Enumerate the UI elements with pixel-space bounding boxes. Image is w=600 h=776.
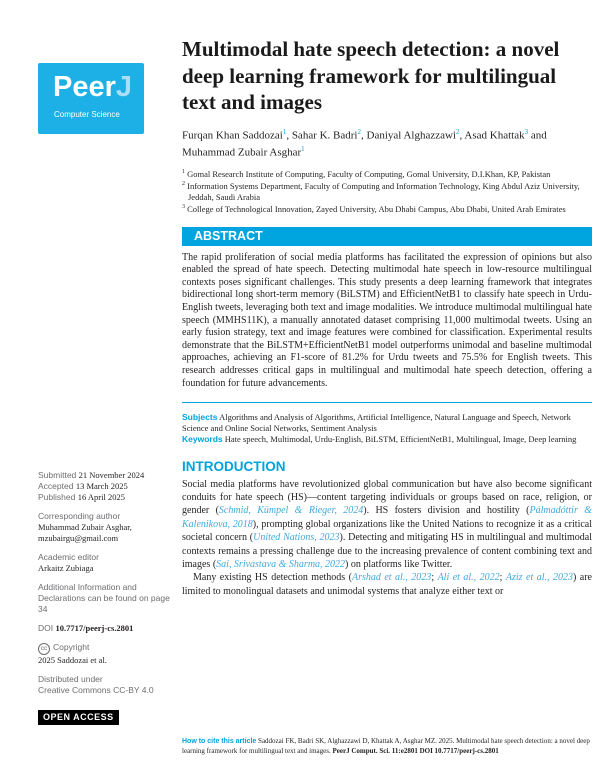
author-affiliation-superscript: 2 xyxy=(456,127,460,136)
citation-link[interactable]: Arshad et al., 2023 xyxy=(352,572,432,584)
text-segment: ). Detecting and mitigating HS in multilingual and multimodal contexts remains a pressing challenge due to the increasing prevalence of content combining text and images ( xyxy=(182,532,592,571)
citation-footer xyxy=(182,737,594,756)
text-segment: , Daniyal Alghazzawi xyxy=(361,129,456,142)
logo-j-text: J xyxy=(115,71,133,103)
introduction-paragraph-1 xyxy=(182,478,592,572)
author-affiliation-superscript: 1 xyxy=(282,127,287,136)
text-segment: ) are limited to monolingual datasets and unimodal systems that analyze either text or xyxy=(182,572,592,597)
affiliation-3 xyxy=(182,202,592,214)
sidebar-metadata xyxy=(38,470,176,725)
citation-link[interactable]: Sai, Srivastava & Sharma, 2022 xyxy=(216,559,346,571)
copyright-line xyxy=(38,642,176,655)
corresponding-author-label: Corresponding author xyxy=(38,511,121,521)
affiliation-1-superscript: 1 xyxy=(182,168,185,175)
author-list xyxy=(182,125,592,160)
published-label: Published xyxy=(38,492,76,502)
text-segment: and Muhammad Zubair Asghar xyxy=(182,129,547,159)
affiliation-2 xyxy=(182,179,592,202)
author-affiliation-superscript: 3 xyxy=(524,127,529,136)
affiliation-1-text: Gomal Research Institute of Computing, Faculty of Computing, Gomal University, D.I.Khan, KP, Pakistan xyxy=(185,168,551,179)
creative-commons-icon: cc xyxy=(38,643,50,655)
article-title: Multimodal hate speech detection: a novel deep learning framework for multilingual text and images xyxy=(182,37,560,114)
text-segment: ), prompting global organizations like the United Nations to recognize it as a critical societal concern ( xyxy=(182,518,592,544)
affiliation-2-superscript: 2 xyxy=(182,181,185,188)
keywords-line xyxy=(182,434,592,445)
affiliation-2-text: Information Systems Department, Faculty of Computing and Information Technology, King Abdul Aziz University, Jeddah, Saudi Arabia xyxy=(185,181,580,202)
text-segment: , Asad Khattak xyxy=(459,129,525,142)
accepted-line xyxy=(38,481,176,492)
corresponding-author-block xyxy=(38,511,176,544)
submitted-date: 21 November 2024 xyxy=(78,470,145,480)
citation-link[interactable]: Aziz et al., 2023 xyxy=(505,572,573,584)
affiliation-3-text: College of Technological Innovation, Zayed University, Abu Dhabi Campus, Abu Dhabi, United Arab Emirates xyxy=(185,204,566,215)
published-line xyxy=(38,492,176,503)
author-affiliation-superscript: 2 xyxy=(357,127,361,136)
text-segment: ; xyxy=(431,572,438,584)
introduction-paragraph-2 xyxy=(182,571,592,598)
text-segment: PeerJ Comput. Sci. 11:e2801 DOI 10.7717/peerj-cs.2801 xyxy=(332,746,499,755)
doi-value[interactable]: 10.7717/peerj-cs.2801 xyxy=(55,623,134,633)
accepted-date: 13 March 2025 xyxy=(75,481,128,491)
academic-editor-block xyxy=(38,552,176,574)
abstract-text: The rapid proliferation of social media platforms has facilitated the expression of opinions but also enabled the spread of hate speech. Detecting multimodal hate speech in low-resource multilingual contexts poses significant challenges. This study presents a deep learning framework that integrates bidirectional long short-term memory (BiLSTM) and EfficientNetB1 to classify hate speech in Urdu-English tweets, leveraging both text and image modalities. We introduce multimodal multilingual hate speech (MMHS11K), a manually annotated dataset comprising 11,000 multimodal tweets. Using an early fusion strategy, text and image features were combined for classification. Experimental results demonstrate that the BiLSTM+EfficientNetB1 model outperforms unimodal and baseline multimodal approaches, achieving an F1-score of 81.2% for Urdu tweets and 75.5% for English tweets. This research addresses critical gaps in multilingual and multimodal hate speech detection, offering a foundation for future advancements. xyxy=(182,251,592,389)
license-line1: Distributed under xyxy=(38,674,103,684)
keywords-text: Hate speech, Multimodal, Urdu-English, BiLSTM, EfficientNetB1, Multilingual, Image, Deep learning xyxy=(222,433,577,444)
text-segment: Social media platforms have revolutionized global communication but have also become significant conduits for hate speech (HS)—content targeting individuals or groups based on race, religion, or gender ( xyxy=(182,478,592,517)
abstract-divider xyxy=(182,402,592,403)
citation-link[interactable]: Schmid, Kümpel & Rieger, 2024 xyxy=(218,505,364,517)
text-segment: , Sahar K. Badri xyxy=(286,129,358,142)
text-segment: ; xyxy=(499,572,506,584)
published-date: 16 April 2025 xyxy=(77,492,125,502)
submitted-label: Submitted xyxy=(38,470,77,480)
how-to-cite-label: How to cite this article xyxy=(182,738,257,745)
citation-link[interactable]: Ali et al., 2022 xyxy=(437,572,500,584)
logo-peer-text: Peer xyxy=(53,71,116,103)
doi-label: DOI xyxy=(38,623,54,633)
author-affiliation-superscript: 1 xyxy=(301,145,305,154)
subjects-keywords-block xyxy=(182,412,592,444)
submitted-line xyxy=(38,470,176,481)
keywords-label: Keywords xyxy=(182,433,223,444)
citation-link[interactable]: Pálmadóttir & Kalenikova, 2018 xyxy=(182,505,592,530)
introduction-heading: INTRODUCTION xyxy=(182,458,286,474)
license-block xyxy=(38,674,176,696)
subjects-text: Algorithms and Analysis of Algorithms, Artificial Intelligence, Natural Language and Speech, Network Science and Online Social Networks, Sentiment Analysis xyxy=(182,412,571,433)
peerj-logo-wordmark xyxy=(53,71,132,104)
citation-link[interactable]: United Nations, 2023 xyxy=(253,532,340,544)
subjects-label: Subjects xyxy=(182,412,218,423)
license-link[interactable]: Creative Commons CC-BY 4.0 xyxy=(38,685,154,695)
doi-block xyxy=(38,623,176,634)
affiliation-3-superscript: 3 xyxy=(182,204,185,211)
dates-block xyxy=(38,470,176,503)
copyright-value: 2025 Saddozai et al. xyxy=(38,655,107,665)
article-main xyxy=(182,36,592,598)
copyright-block xyxy=(38,642,176,666)
affiliation-list xyxy=(182,167,592,215)
additional-info-block: Additional Information and Declarations can be found on page 34 xyxy=(38,582,170,614)
copyright-label: Copyright xyxy=(53,642,90,652)
peerj-logo xyxy=(38,63,144,134)
text-segment: ). HS fosters division and hostility ( xyxy=(363,505,530,517)
open-access-badge[interactable]: OPEN ACCESS xyxy=(38,710,119,725)
corresponding-author-email[interactable]: mzubairgu@gmail.com xyxy=(38,533,119,543)
corresponding-author-name: Muhammad Zubair Asghar, xyxy=(38,522,132,532)
academic-editor-label: Academic editor xyxy=(38,552,99,562)
text-segment: Furqan Khan Saddozai xyxy=(182,129,283,142)
text-segment: Many existing HS detection methods ( xyxy=(193,572,352,584)
text-segment: Saddozai FK, Badri SK, Alghazzawi D, Khattak A, Asghar MZ. 2025. Multimodal hate speech detection: a novel deep learning framework for multilingual text and images. xyxy=(182,737,590,755)
abstract-heading: ABSTRACT xyxy=(182,227,592,246)
peerj-logo-subtitle: Computer Science xyxy=(54,110,120,119)
subjects-line xyxy=(182,412,592,434)
text-segment: ) on platforms like Twitter. xyxy=(345,559,453,571)
affiliation-1 xyxy=(182,167,592,179)
accepted-label: Accepted xyxy=(38,481,74,491)
academic-editor-name[interactable]: Arkaitz Zubiaga xyxy=(38,563,94,573)
